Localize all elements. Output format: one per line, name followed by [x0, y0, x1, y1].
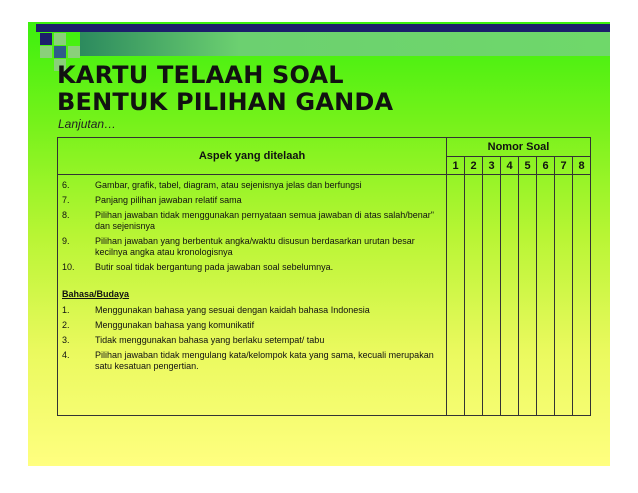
score-column [519, 175, 537, 416]
aspect-item-number: 6. [62, 180, 70, 190]
decor-square [68, 46, 80, 58]
aspect-item-number: 8. [62, 210, 70, 220]
aspect-item-number: 9. [62, 236, 70, 246]
header-accent-bar [80, 32, 610, 56]
top-header-bar [36, 24, 610, 32]
decor-square [40, 33, 52, 45]
aspect-list-cell [58, 175, 447, 416]
score-column [465, 175, 483, 416]
question-number: 4 [501, 157, 519, 175]
question-number: 1 [447, 157, 465, 175]
question-number: 7 [555, 157, 573, 175]
decor-square [40, 46, 52, 58]
question-number: 2 [465, 157, 483, 175]
review-table [57, 137, 591, 416]
aspect-item [62, 350, 440, 372]
aspect-item [62, 262, 440, 273]
aspect-item-text: Menggunakan bahasa yang komunikatif [95, 320, 255, 330]
aspect-item-number: 10. [62, 262, 75, 272]
aspect-item-text: Menggunakan bahasa yang sesuai dengan kaidah bahasa Indonesia [95, 305, 370, 315]
aspect-item-text: Pilihan jawaban tidak mengulang kata/kelompok kata yang sama, kecuali merupakan satu kesatuan pengertian. [95, 350, 434, 371]
aspect-item-number: 7. [62, 195, 70, 205]
aspect-header: Aspek yang ditelaah [58, 138, 447, 175]
aspect-item [62, 236, 440, 258]
aspect-item-text: Panjang pilihan jawaban relatif sama [95, 195, 242, 205]
aspect-item [62, 320, 440, 331]
aspect-item [62, 305, 440, 316]
question-number: 5 [519, 157, 537, 175]
aspect-item [62, 180, 440, 191]
aspect-item-number: 2. [62, 320, 70, 330]
score-column [501, 175, 519, 416]
aspect-item-text: Gambar, grafik, tabel, diagram, atau sejenisnya jelas dan berfungsi [95, 180, 362, 190]
question-number-header: Nomor Soal [447, 138, 591, 157]
score-column [555, 175, 573, 416]
slide-title [57, 62, 393, 116]
aspect-item-text: Butir soal tidak bergantung pada jawaban soal sebelumnya. [95, 262, 334, 272]
aspect-item-number: 1. [62, 305, 70, 315]
aspect-item [62, 210, 440, 232]
title-line-1: KARTU TELAAH SOAL [57, 61, 344, 89]
score-column [573, 175, 591, 416]
score-column [483, 175, 501, 416]
aspect-item-text: Pilihan jawaban tidak menggunakan pernyataan semua jawaban di atas salah/benar" dan sejenisnya [95, 210, 434, 231]
score-column [537, 175, 555, 416]
section-heading: Bahasa/Budaya [62, 289, 130, 299]
aspect-item-number: 3. [62, 335, 70, 345]
question-number: 3 [483, 157, 501, 175]
score-column [447, 175, 465, 416]
aspect-item-text: Pilihan jawaban yang berbentuk angka/waktu disusun berdasarkan urutan besar kecilnya angka atau kronologisnya [95, 236, 415, 257]
continued-label: Lanjutan… [58, 117, 117, 131]
aspect-item [62, 335, 440, 346]
decor-square [54, 46, 66, 58]
question-number: 8 [573, 157, 591, 175]
aspect-item-number: 4. [62, 350, 70, 360]
decor-square [54, 33, 66, 45]
aspect-item [62, 195, 440, 206]
aspect-item-text: Tidak menggunakan bahasa yang berlaku setempat/ tabu [95, 335, 325, 345]
title-line-2: BENTUK PILIHAN GANDA [57, 88, 394, 116]
question-number: 6 [537, 157, 555, 175]
